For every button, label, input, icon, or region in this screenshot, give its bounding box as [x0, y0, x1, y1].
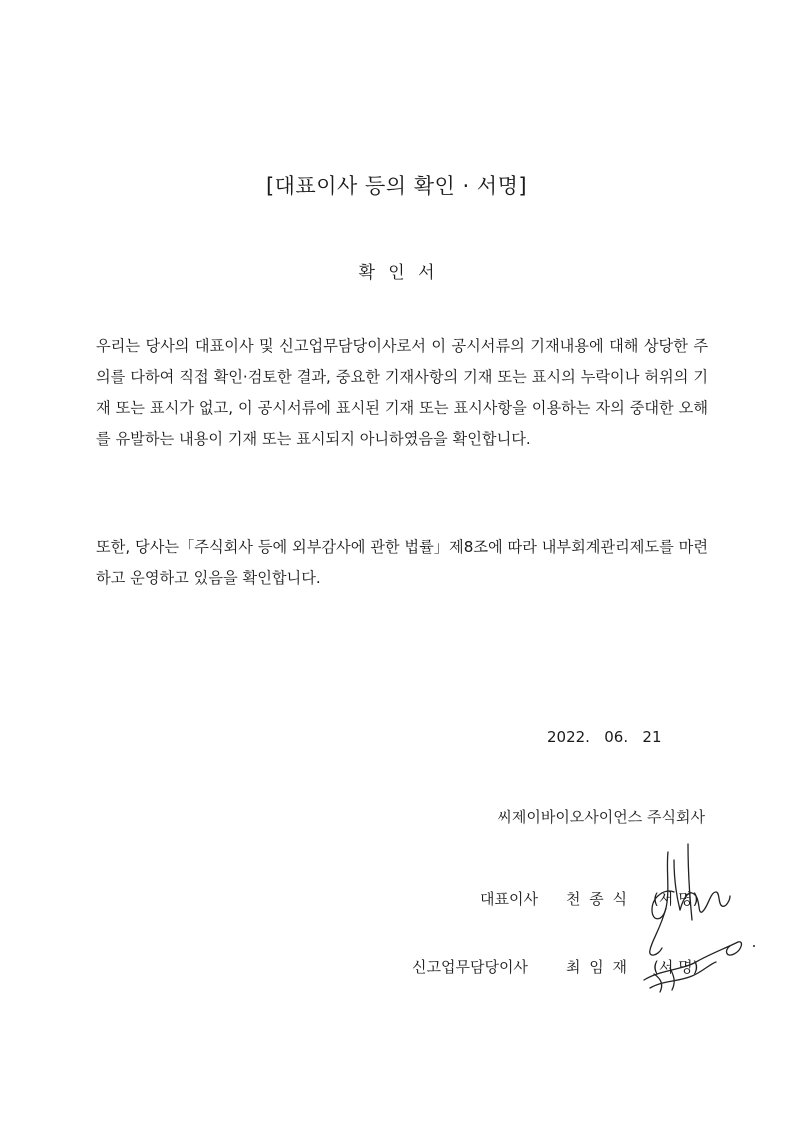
document-date: 2022. 06. 21	[547, 728, 662, 746]
document-heading: 확 인 서	[358, 263, 435, 283]
company-name: 씨제이바이오사이언스 주식회사	[497, 808, 705, 826]
signer-name: 최 임 재	[566, 958, 628, 976]
signature-placeholder: (서 명)	[653, 890, 699, 908]
confirmation-paragraph: 우리는 당사의 대표이사 및 신고업무담당이사로서 이 공시서류의 기재내용에 대해 상당한 주의를 다하여 직접 확인·검토한 결과, 중요한 기재사항의 기재 또는 표시의 누락이나 허위의 기재 또는 표시가 없고, 이 공시서류에 표시된 기재 또는 표시사항을 이용하는 자의 중대한 오해를 유발하는 내용이 기재 또는 표시되지 아니하였음을 확인합니다.	[96, 337, 708, 448]
handwritten-signature-icon	[630, 830, 760, 1000]
internal-control-paragraph: 또한, 당사는「주식회사 등에 외부감사에 관한 법률」제8조에 따라 내부회계관리제도를 마련하고 운영하고 있음을 확인합니다.	[96, 538, 708, 587]
signature-placeholder: (서 명)	[653, 958, 699, 976]
signer-role: 신고업무담당이사	[412, 958, 528, 976]
signer-role: 대표이사	[480, 890, 538, 908]
page-title: [대표이사 등의 확인 · 서명]	[265, 174, 528, 198]
signer-name: 천 종 식	[566, 890, 628, 908]
